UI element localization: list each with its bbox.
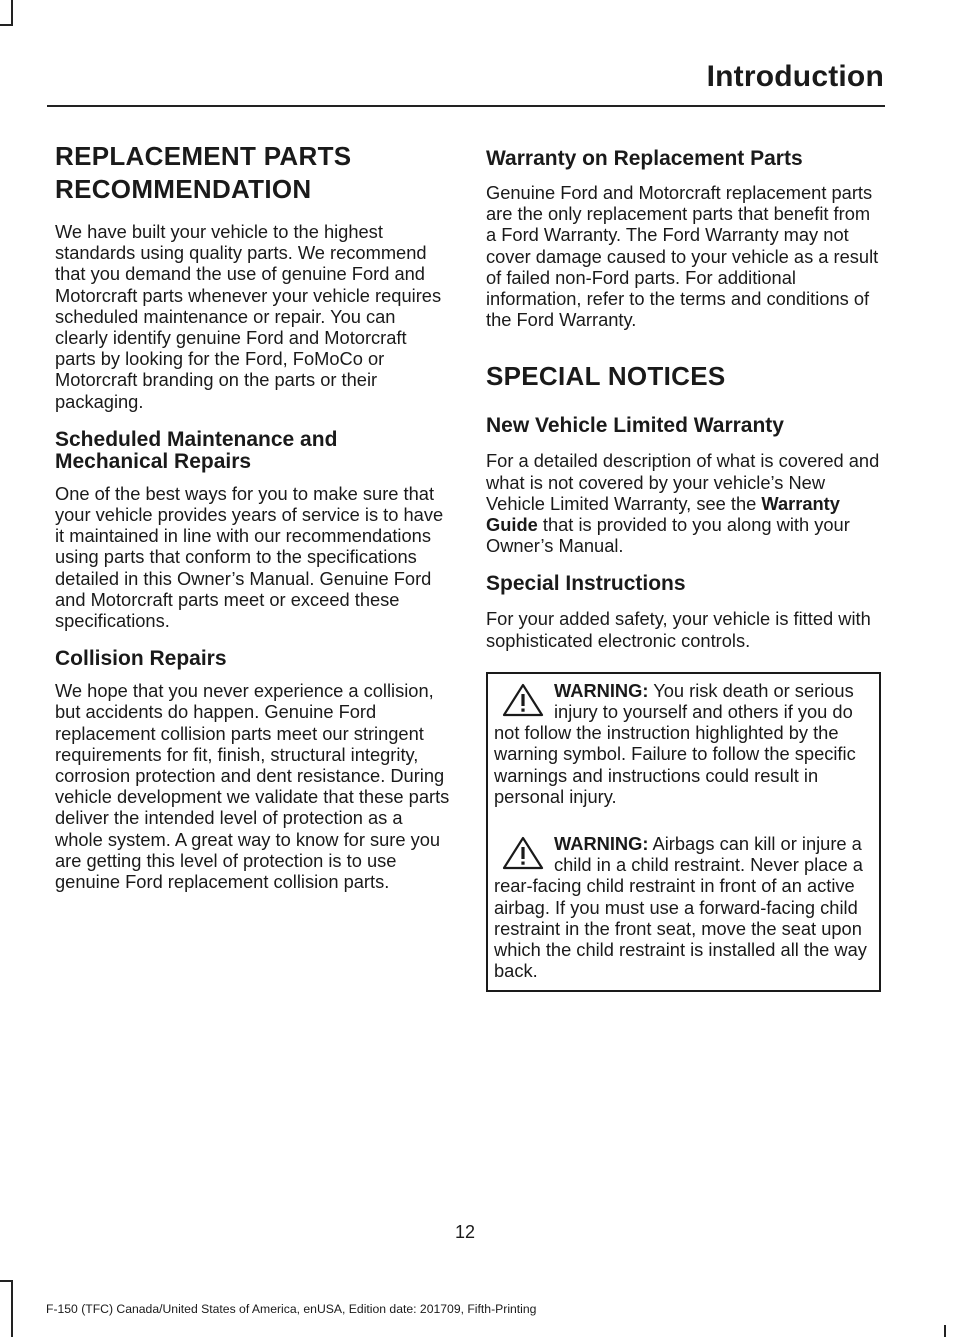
warning-text: You risk death or serious injury to yourself and others if you do not follow the instruction highlighted by the warning symbol. Failure to follow the specific warnings and instructions could result in personal injury. xyxy=(494,679,856,807)
nvlw-text-before: For a detailed description of what is covered and what is not covered by your vehicle’s New Vehicle Limited Warranty, see the xyxy=(486,450,880,514)
warning-item xyxy=(494,680,872,807)
warning-triangle-icon xyxy=(502,683,544,717)
crop-mark-top-left-h xyxy=(0,24,13,26)
warnings-box xyxy=(486,672,881,993)
subheading-scheduled-maintenance: Scheduled Maintenance and Mechanical Repairs xyxy=(55,427,338,473)
nvlw-text-after: that is provided to you along with your Owner’s Manual. xyxy=(486,514,850,557)
page-header-title: Introduction xyxy=(706,60,884,93)
crop-mark-bottom-left-v xyxy=(11,1280,13,1337)
heading-line-1: REPLACEMENT PARTS xyxy=(55,141,352,171)
heading-line-2: RECOMMENDATION xyxy=(55,174,312,204)
warning-text: Airbags can kill or injure a child in a child restraint. Never place a rear-facing child restraint in front of an active airbag. If you must use a forward-facing child restraint in the front seat, move the seat upon which the child restraint is installed all the way back. xyxy=(494,833,867,982)
replacement-intro-paragraph: We have built your vehicle to the highest standards using quality parts. We recommend that you demand the use of genuine Ford and Motorcraft parts whenever your vehicle requires scheduled maintenance or repair. You can clearly identify genuine Ford and Motorcraft parts by looking for the Ford, FoMoCo or Motorcraft branding on the parts or their packaging. xyxy=(55,221,442,412)
warning-item xyxy=(494,833,872,981)
footer-edition-info: F-150 (TFC) Canada/United States of America, enUSA, Edition date: 201709, Fifth-Printing xyxy=(46,1302,537,1316)
scheduled-maintenance-paragraph: One of the best ways for you to make sure that your vehicle provides years of service is to have it maintained in line with our recommendations using parts that conform to the specifications detailed in this Owner’s Manual. Genuine Ford and Motorcraft parts meet or exceed these specifications. xyxy=(55,482,444,632)
new-vehicle-warranty-paragraph xyxy=(486,450,881,556)
section-heading-replacement-parts xyxy=(55,140,450,206)
crop-mark-top-left-v xyxy=(11,0,13,25)
subheading-warranty-replacement-parts: Warranty on Replacement Parts xyxy=(486,147,803,170)
warning-label: WARNING: xyxy=(554,833,649,855)
crop-mark-bottom-left-h xyxy=(0,1280,13,1282)
subheading-new-vehicle-limited-warranty: New Vehicle Limited Warranty xyxy=(486,414,784,438)
warning-label: WARNING: xyxy=(554,679,649,701)
subheading-special-instructions: Special Instructions xyxy=(486,572,686,596)
section-heading-special-notices: SPECIAL NOTICES xyxy=(486,361,726,392)
collision-repairs-paragraph: We hope that you never experience a collision, but accidents do happen. Genuine Ford replacement collision parts meet our stringent requirements for fit, finish, structural integrity, corrosion protection and dent resistance. During vehicle development we validate that these parts deliver the intended level of protection as a whole system. A great way to know for sure you are getting this level of protection is to use genuine Ford replacement collision parts. xyxy=(55,680,450,893)
subheading-collision-repairs: Collision Repairs xyxy=(55,647,227,671)
crop-mark-bottom-right-v xyxy=(944,1325,946,1337)
page-number: 12 xyxy=(454,1222,476,1242)
right-column xyxy=(486,140,881,992)
warranty-paragraph: Genuine Ford and Motorcraft replacement parts are the only replacement parts that benefit from a Ford Warranty. The Ford Warranty may not cover damage caused to your vehicle as a result of failed non-Ford parts. For additional information, refer to the terms and conditions of the Ford Warranty. xyxy=(486,182,879,331)
warranty-guide-reference: Warranty Guide xyxy=(486,492,840,536)
special-instructions-paragraph: For your added safety, your vehicle is fitted with sophisticated electronic controls. xyxy=(486,608,871,651)
header-divider xyxy=(47,105,885,107)
warning-triangle-icon xyxy=(502,836,544,870)
left-column xyxy=(55,140,450,909)
